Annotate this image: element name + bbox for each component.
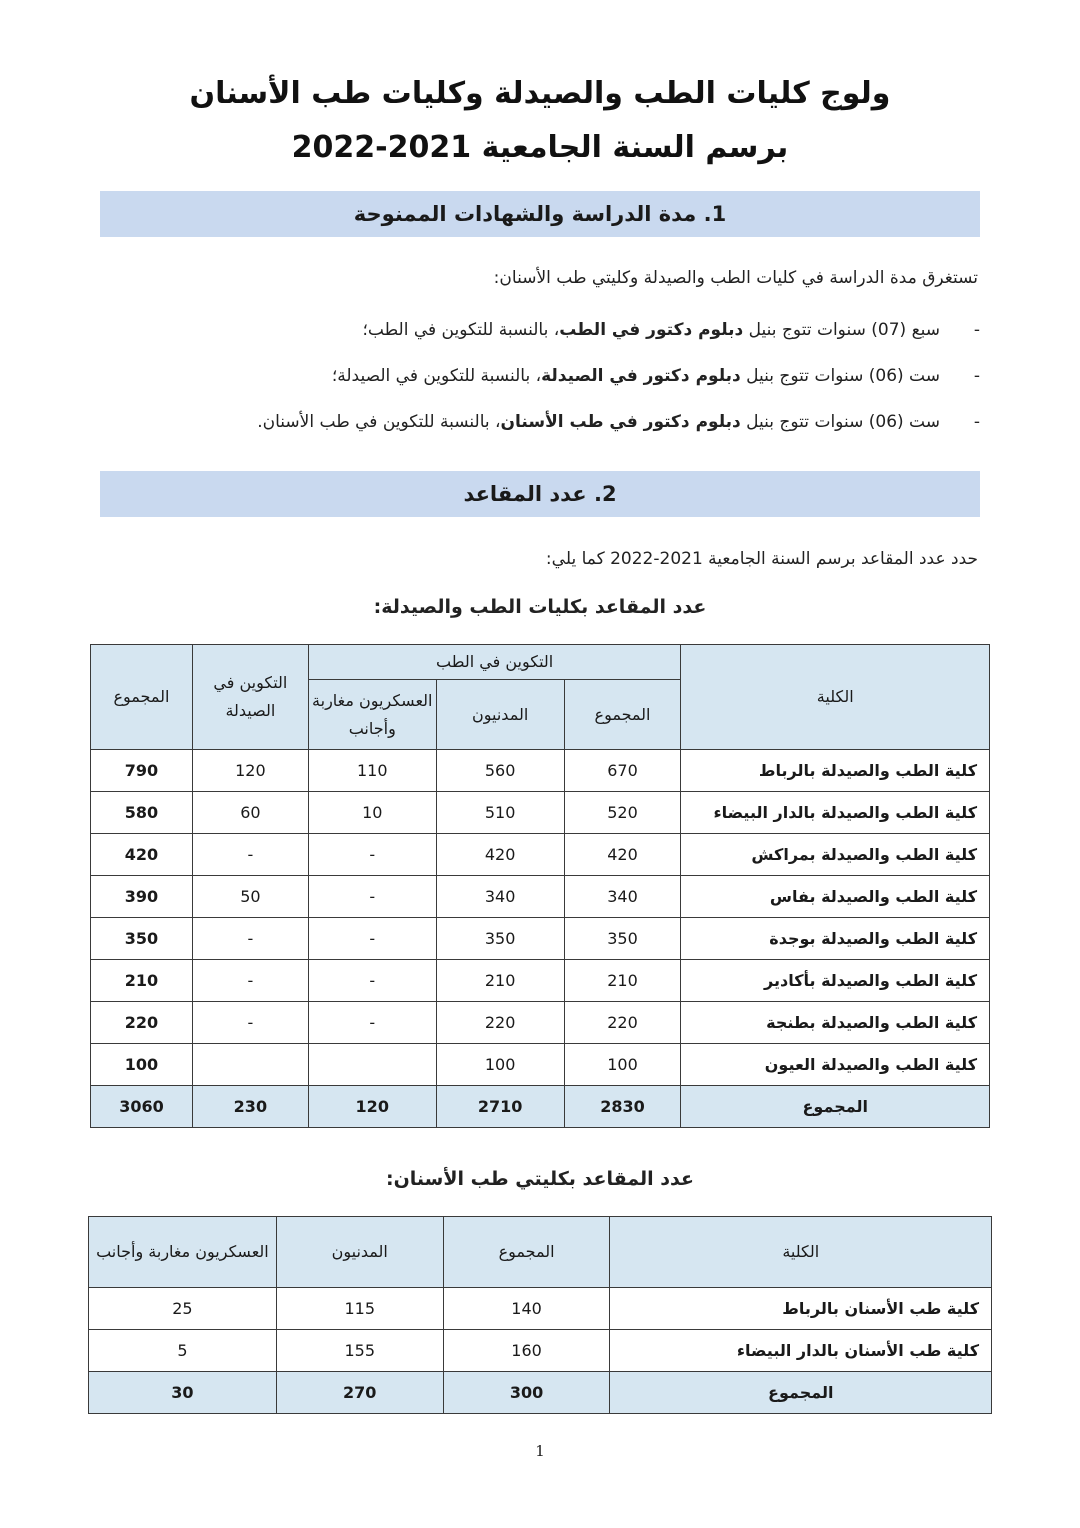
cell-med-total: 340 bbox=[564, 876, 681, 918]
col-header-grand-total: المجموع bbox=[91, 645, 193, 750]
cell-civilians: 350 bbox=[436, 918, 564, 960]
col-header-medicine-group: التكوين في الطب bbox=[308, 645, 681, 680]
cell-military: - bbox=[308, 1002, 436, 1044]
cell-faculty: كلية الطب والصيدلة بالرباط bbox=[681, 750, 990, 792]
col-header-civilians: المدنيون bbox=[276, 1217, 443, 1288]
cell-total: 210 bbox=[91, 960, 193, 1002]
table-row bbox=[91, 918, 990, 960]
table-row bbox=[91, 960, 990, 1002]
col-header-civilians: المدنيون bbox=[436, 680, 564, 750]
cell-civilians: 100 bbox=[436, 1044, 564, 1086]
table-row bbox=[91, 1002, 990, 1044]
cell-pharmacy: 230 bbox=[192, 1086, 308, 1128]
cell-civilians: 560 bbox=[436, 750, 564, 792]
cell-med-total: 520 bbox=[564, 792, 681, 834]
bullet-text-bold: دبلوم دكتور في الطب bbox=[559, 320, 744, 340]
cell-total: 580 bbox=[91, 792, 193, 834]
bullet-item bbox=[362, 320, 980, 340]
page-number: 1 bbox=[535, 1442, 545, 1460]
col-header-faculty: الكلية bbox=[610, 1217, 992, 1288]
table-total-row bbox=[89, 1372, 992, 1414]
section1-intro: تستغرق مدة الدراسة في كليات الطب والصيدلة وكليتي طب الأسنان: bbox=[493, 268, 978, 288]
col-header-faculty: الكلية bbox=[681, 645, 990, 750]
cell-med-total: 420 bbox=[564, 834, 681, 876]
cell-military: - bbox=[308, 960, 436, 1002]
cell-med-total: 350 bbox=[564, 918, 681, 960]
bullet-text-pre: سبع (07) سنوات تتوج بنيل bbox=[743, 320, 940, 340]
cell-pharmacy: - bbox=[192, 1002, 308, 1044]
cell-faculty: كلية الطب والصيدلة بالدار البيضاء bbox=[681, 792, 990, 834]
cell-military: 30 bbox=[89, 1372, 277, 1414]
cell-civilians: 420 bbox=[436, 834, 564, 876]
cell-faculty: كلية الطب والصيدلة بأكادير bbox=[681, 960, 990, 1002]
table2-caption: عدد المقاعد بكليتي طب الأسنان: bbox=[385, 1168, 695, 1190]
section-heading-2: 2. عدد المقاعد bbox=[100, 471, 980, 517]
cell-military bbox=[308, 1044, 436, 1086]
cell-military: 25 bbox=[89, 1288, 277, 1330]
cell-civilians: 510 bbox=[436, 792, 564, 834]
cell-military: - bbox=[308, 834, 436, 876]
cell-faculty: كلية الطب والصيدلة بفاس bbox=[681, 876, 990, 918]
col-header-med-total: المجموع bbox=[564, 680, 681, 750]
cell-pharmacy: - bbox=[192, 960, 308, 1002]
table1-caption: عدد المقاعد بكليات الطب والصيدلة: bbox=[373, 596, 707, 618]
cell-military: 120 bbox=[308, 1086, 436, 1128]
section-heading-1: 1. مدة الدراسة والشهادات الممنوحة bbox=[100, 191, 980, 237]
cell-military: - bbox=[308, 876, 436, 918]
table-header-row bbox=[91, 645, 990, 680]
bullet-text-bold: دبلوم دكتور في الصيدلة bbox=[541, 366, 741, 386]
cell-faculty: كلية الطب والصيدلة العيون bbox=[681, 1044, 990, 1086]
cell-med-total: 2830 bbox=[564, 1086, 681, 1128]
cell-total-label: المجموع bbox=[681, 1086, 990, 1128]
table-total-row bbox=[91, 1086, 990, 1128]
cell-faculty: كلية الطب والصيدلة بوجدة bbox=[681, 918, 990, 960]
cell-total: 300 bbox=[443, 1372, 610, 1414]
cell-pharmacy: 60 bbox=[192, 792, 308, 834]
cell-faculty: كلية طب الأسنان بالدار البيضاء bbox=[610, 1330, 992, 1372]
cell-pharmacy: - bbox=[192, 918, 308, 960]
table-row bbox=[91, 792, 990, 834]
cell-civilians: 210 bbox=[436, 960, 564, 1002]
cell-total: 100 bbox=[91, 1044, 193, 1086]
bullet-item bbox=[257, 412, 980, 432]
table-row bbox=[89, 1288, 992, 1330]
cell-faculty: كلية الطب والصيدلة بمراكش bbox=[681, 834, 990, 876]
col-header-military: العسكريون مغاربة وأجانب bbox=[89, 1217, 277, 1288]
cell-pharmacy bbox=[192, 1044, 308, 1086]
cell-military: 110 bbox=[308, 750, 436, 792]
cell-total: 160 bbox=[443, 1330, 610, 1372]
bullet-text-bold: دبلوم دكتور في طب الأسنان bbox=[500, 412, 741, 432]
cell-pharmacy: 120 bbox=[192, 750, 308, 792]
cell-civilians: 2710 bbox=[436, 1086, 564, 1128]
cell-total: 140 bbox=[443, 1288, 610, 1330]
cell-civilians: 340 bbox=[436, 876, 564, 918]
table-row bbox=[91, 876, 990, 918]
cell-total: 220 bbox=[91, 1002, 193, 1044]
cell-total: 790 bbox=[91, 750, 193, 792]
cell-civilians: 270 bbox=[276, 1372, 443, 1414]
bullet-text-pre: ست (06) سنوات تتوج بنيل bbox=[740, 412, 940, 432]
cell-total: 390 bbox=[91, 876, 193, 918]
table-row bbox=[91, 1044, 990, 1086]
cell-civilians: 220 bbox=[436, 1002, 564, 1044]
cell-med-total: 220 bbox=[564, 1002, 681, 1044]
cell-total-label: المجموع bbox=[610, 1372, 992, 1414]
table-row bbox=[91, 834, 990, 876]
cell-faculty: كلية الطب والصيدلة بطنجة bbox=[681, 1002, 990, 1044]
bullet-dash: - bbox=[973, 412, 980, 432]
cell-faculty: كلية طب الأسنان بالرباط bbox=[610, 1288, 992, 1330]
cell-civilians: 155 bbox=[276, 1330, 443, 1372]
bullet-text-post: ، بالنسبة للتكوين في الصيدلة؛ bbox=[331, 366, 542, 386]
col-header-total: المجموع bbox=[443, 1217, 610, 1288]
page-title: ولوج كليات الطب والصيدلة وكليات طب الأسنان bbox=[189, 76, 891, 111]
section2-intro: حدد عدد المقاعد برسم السنة الجامعية 2021-2022 كما يلي: bbox=[545, 549, 978, 569]
bullet-text-pre: ست (06) سنوات تتوج بنيل bbox=[740, 366, 940, 386]
col-header-military: العسكريون مغاربة وأجانب bbox=[308, 680, 436, 750]
bullet-dash: - bbox=[973, 320, 980, 340]
cell-pharmacy: - bbox=[192, 834, 308, 876]
bullet-item bbox=[331, 366, 980, 386]
bullet-text-post: ، بالنسبة للتكوين في الطب؛ bbox=[362, 320, 560, 340]
table-row bbox=[91, 750, 990, 792]
cell-total: 3060 bbox=[91, 1086, 193, 1128]
cell-med-total: 100 bbox=[564, 1044, 681, 1086]
cell-civilians: 115 bbox=[276, 1288, 443, 1330]
table-header-row bbox=[89, 1217, 992, 1288]
cell-total: 350 bbox=[91, 918, 193, 960]
cell-pharmacy: 50 bbox=[192, 876, 308, 918]
cell-military: - bbox=[308, 918, 436, 960]
cell-med-total: 670 bbox=[564, 750, 681, 792]
cell-total: 420 bbox=[91, 834, 193, 876]
cell-military: 10 bbox=[308, 792, 436, 834]
bullet-text-post: ، بالنسبة للتكوين في طب الأسنان. bbox=[257, 412, 501, 432]
cell-med-total: 210 bbox=[564, 960, 681, 1002]
dentistry-seats-table bbox=[88, 1216, 992, 1414]
table-row bbox=[89, 1330, 992, 1372]
page-subtitle: برسم السنة الجامعية 2021-2022 bbox=[291, 130, 789, 165]
cell-military: 5 bbox=[89, 1330, 277, 1372]
col-header-pharmacy: التكوين في الصيدلة bbox=[192, 645, 308, 750]
medicine-pharmacy-seats-table bbox=[90, 644, 990, 1128]
bullet-dash: - bbox=[973, 366, 980, 386]
